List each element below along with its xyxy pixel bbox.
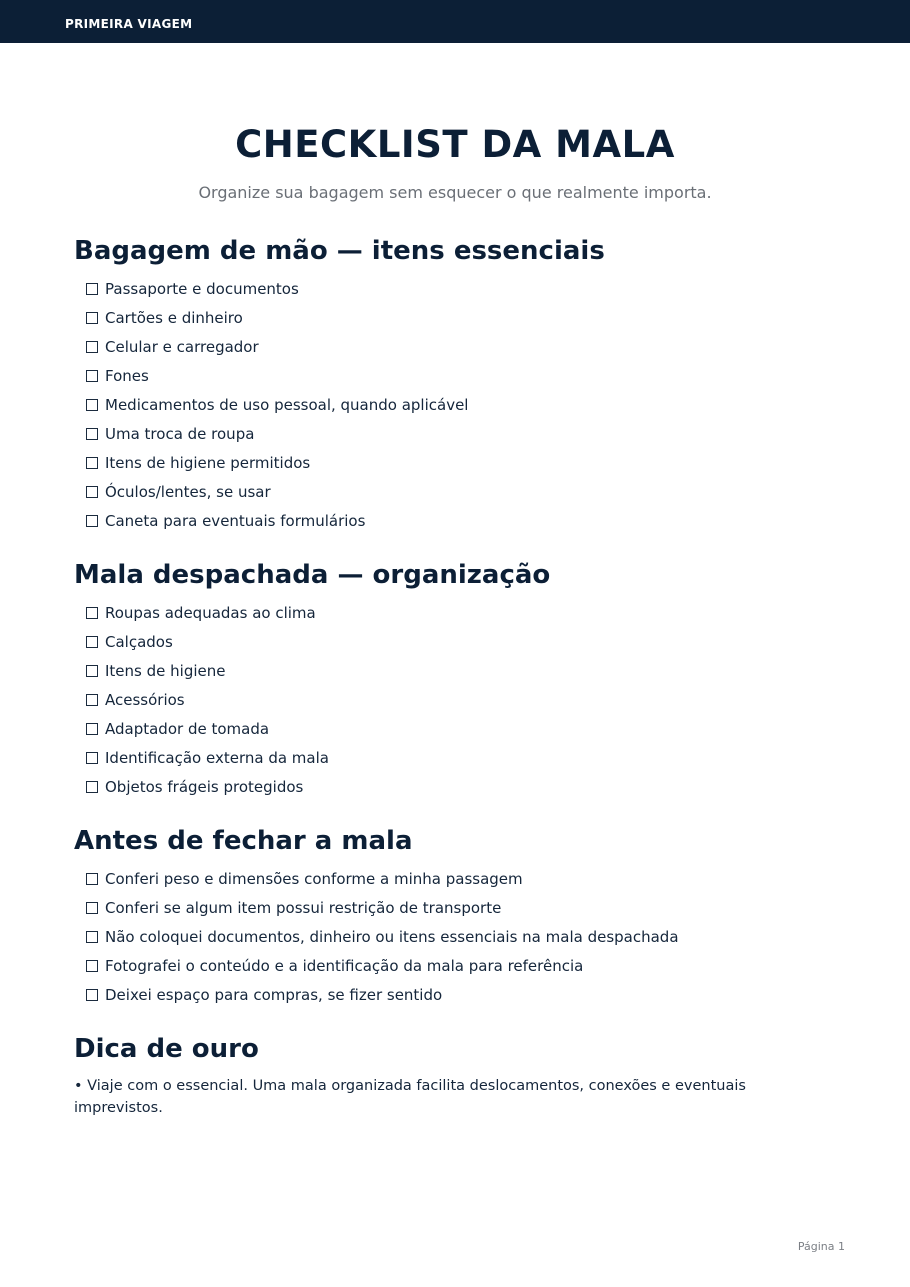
checklist-item[interactable] [86, 922, 679, 951]
checklist-item-label: Fones [105, 366, 149, 385]
checkbox-icon[interactable] [86, 428, 98, 440]
checklist-item-label: Acessórios [105, 690, 185, 709]
checklist-item[interactable] [86, 598, 329, 627]
checklist-item[interactable] [86, 743, 329, 772]
section-heading-before-closing: Antes de fechar a mala [74, 826, 413, 856]
checkbox-icon[interactable] [86, 486, 98, 498]
checklist-item[interactable] [86, 656, 329, 685]
page-subtitle: Organize sua bagagem sem esquecer o que realmente importa. [198, 183, 712, 202]
checkbox-icon[interactable] [86, 283, 98, 295]
checklist-item-label: Deixei espaço para compras, se fizer sentido [105, 985, 443, 1004]
brand-label: PRIMEIRA VIAGEM [65, 17, 193, 31]
section-heading-checked-luggage: Mala despachada — organização [74, 560, 551, 590]
checklist-item-label: Óculos/lentes, se usar [105, 482, 271, 501]
page-number: Página 1 [797, 1240, 845, 1253]
checklist-item-label: Caneta para eventuais formulários [105, 511, 366, 530]
checklist-item-label: Passaporte e documentos [105, 279, 299, 298]
checkbox-icon[interactable] [86, 873, 98, 885]
checklist-item-label: Objetos frágeis protegidos [105, 777, 304, 796]
checklist-checked-luggage [86, 598, 329, 801]
checklist-item[interactable] [86, 274, 468, 303]
checkbox-icon[interactable] [86, 723, 98, 735]
checklist-item-label: Itens de higiene [105, 661, 226, 680]
tip-text: • Viaje com o essencial. Uma mala organizada facilita deslocamentos, conexões e eventuais imprevistos. [74, 1078, 746, 1116]
checklist-item[interactable] [86, 361, 468, 390]
checkbox-icon[interactable] [86, 989, 98, 1001]
checklist-hand-luggage [86, 274, 468, 535]
checklist-item[interactable] [86, 893, 679, 922]
checklist-item-label: Conferi peso e dimensões conforme a minha passagem [105, 869, 523, 888]
checkbox-icon[interactable] [86, 312, 98, 324]
section-heading-hand-luggage: Bagagem de mão — itens essenciais [74, 236, 605, 266]
checkbox-icon[interactable] [86, 960, 98, 972]
checklist-item-label: Identificação externa da mala [105, 748, 329, 767]
checklist-item-label: Uma troca de roupa [105, 424, 255, 443]
checkbox-icon[interactable] [86, 636, 98, 648]
checklist-item-label: Medicamentos de uso pessoal, quando aplicável [105, 395, 469, 414]
checkbox-icon[interactable] [86, 607, 98, 619]
checklist-item[interactable] [86, 951, 679, 980]
checkbox-icon[interactable] [86, 752, 98, 764]
checklist-item[interactable] [86, 506, 468, 535]
checklist-item-label: Itens de higiene permitidos [105, 453, 311, 472]
checkbox-icon[interactable] [86, 457, 98, 469]
checkbox-icon[interactable] [86, 515, 98, 527]
checklist-item[interactable] [86, 864, 679, 893]
top-bar [0, 0, 910, 43]
checklist-item[interactable] [86, 419, 468, 448]
checklist-item[interactable] [86, 685, 329, 714]
checkbox-icon[interactable] [86, 694, 98, 706]
section-heading-tip: Dica de ouro [74, 1034, 259, 1064]
checklist-item[interactable] [86, 627, 329, 656]
checklist-item[interactable] [86, 390, 468, 419]
checkbox-icon[interactable] [86, 370, 98, 382]
checklist-item[interactable] [86, 714, 329, 743]
checklist-item-label: Fotografei o conteúdo e a identificação da mala para referência [105, 956, 584, 975]
checkbox-icon[interactable] [86, 665, 98, 677]
checkbox-icon[interactable] [86, 902, 98, 914]
checklist-before-closing [86, 864, 679, 1009]
checklist-item-label: Cartões e dinheiro [105, 308, 243, 327]
checklist-item-label: Conferi se algum item possui restrição de transporte [105, 898, 502, 917]
page-title: CHECKLIST DA MALA [235, 123, 675, 166]
checklist-item-label: Celular e carregador [105, 337, 259, 356]
checklist-item-label: Roupas adequadas ao clima [105, 603, 316, 622]
checklist-item-label: Calçados [105, 632, 173, 651]
checklist-item[interactable] [86, 772, 329, 801]
checkbox-icon[interactable] [86, 931, 98, 943]
checklist-item[interactable] [86, 448, 468, 477]
checklist-item[interactable] [86, 332, 468, 361]
checkbox-icon[interactable] [86, 781, 98, 793]
checklist-item[interactable] [86, 303, 468, 332]
checklist-item[interactable] [86, 477, 468, 506]
checklist-item-label: Adaptador de tomada [105, 719, 270, 738]
checklist-item-label: Não coloquei documentos, dinheiro ou itens essenciais na mala despachada [105, 927, 679, 946]
checklist-item[interactable] [86, 980, 679, 1009]
checkbox-icon[interactable] [86, 399, 98, 411]
checkbox-icon[interactable] [86, 341, 98, 353]
